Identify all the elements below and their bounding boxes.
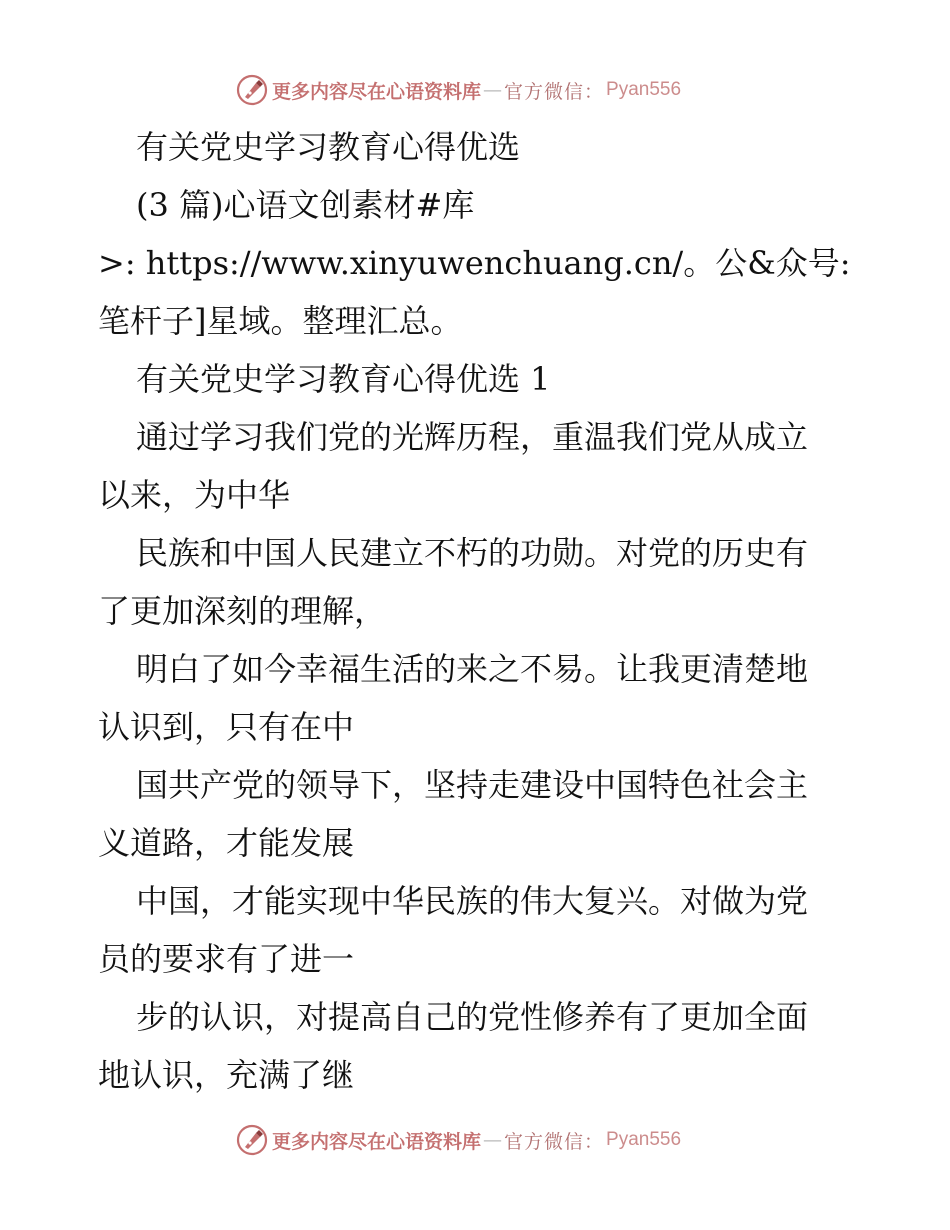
banner-wechat-id: Pyan556: [606, 79, 682, 100]
doc-source-line-2: 笔杆子]星域。整理汇总。: [98, 302, 463, 340]
banner-brand-text: 更多内容尽在心语资料库: [272, 1130, 482, 1153]
banner-official-label: 官方微信：: [504, 1130, 605, 1153]
banner-official-label: 官方微信：: [504, 80, 605, 103]
paragraph-line: 地认识，充满了继: [98, 1056, 355, 1094]
doc-section-heading: 有关党史学习教育心得优选 1: [136, 360, 551, 398]
paragraph-line: 义道路，才能发展: [98, 824, 355, 862]
header-banner: [236, 72, 681, 108]
doc-title-line-2: (3 篇)心语文创素材#库: [136, 186, 475, 224]
paragraph-line: 以来，为中华: [98, 476, 291, 514]
paragraph-line: 步的认识，对提高自己的党性修养有了更加全面: [136, 998, 809, 1036]
banner-wechat-id: Pyan556: [606, 1129, 682, 1150]
paragraph-line: 明白了如今幸福生活的来之不易。让我更清楚地: [136, 650, 809, 688]
pen-nib-logo-icon: [236, 1124, 268, 1156]
banner-brand-text: 更多内容尽在心语资料库: [272, 80, 482, 103]
paragraph-line: 中国，才能实现中华民族的伟大复兴。对做为党: [136, 882, 809, 920]
paragraph-line: 通过学习我们党的光辉历程，重温我们党从成立: [136, 418, 809, 456]
banner-dash: —: [483, 79, 503, 101]
footer-banner: [236, 1122, 681, 1158]
paragraph-line: 了更加深刻的理解，: [98, 592, 387, 630]
paragraph-line: 民族和中国人民建立不朽的功勋。对党的历史有: [136, 534, 809, 572]
document-body: [98, 118, 858, 1104]
paragraph-line: 认识到，只有在中: [98, 708, 355, 746]
pen-nib-logo-icon: [236, 74, 268, 106]
doc-title-line-1: 有关党史学习教育心得优选: [136, 128, 521, 166]
paragraph-line: 国共产党的领导下，坚持走建设中国特色社会主: [136, 766, 809, 804]
banner-dash: —: [483, 1129, 503, 1151]
doc-source-url-line: >: https://www.xinyuwenchuang.cn/。公&众号:: [98, 244, 851, 282]
paragraph-line: 员的要求有了进一: [98, 940, 355, 978]
